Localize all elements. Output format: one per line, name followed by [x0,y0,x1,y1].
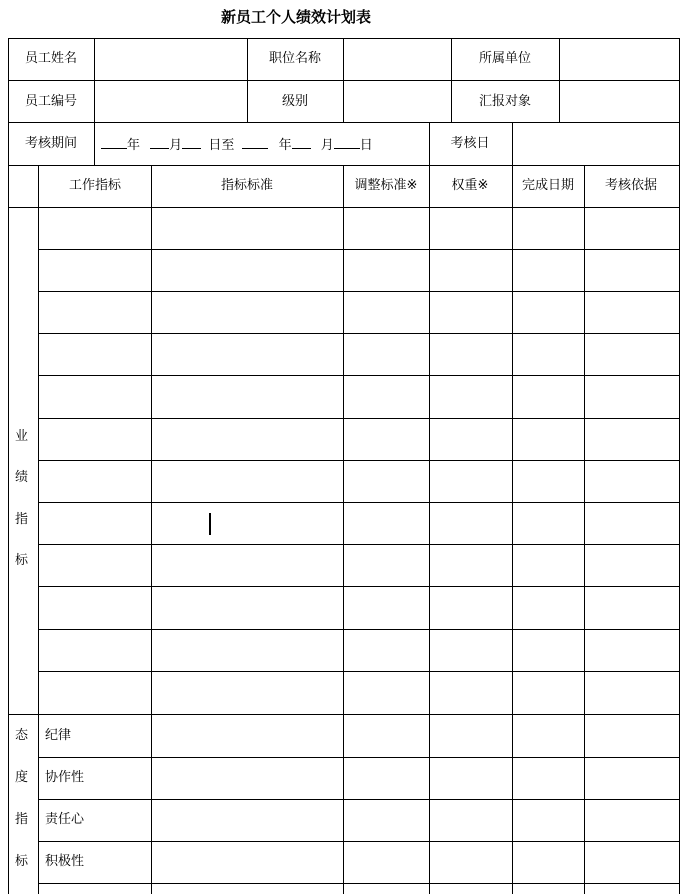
row-divider [38,629,679,630]
performance-section-char: 标 [15,553,29,568]
text-cursor [209,513,211,535]
col-divider [151,165,152,894]
row-divider [38,841,679,842]
col-divider [38,165,39,894]
col-divider [429,165,430,894]
row-divider [38,375,679,376]
employee-id-field[interactable] [95,81,247,122]
performance-section-char: 指 [15,512,29,527]
row-divider [38,757,679,758]
attitude-item: 协作性 [45,770,85,785]
row-divider [38,333,679,334]
table-border-left [8,38,9,894]
header-work-indicator: 工作指标 [68,178,122,193]
attitude-section-char: 标 [15,854,29,869]
row-divider [38,799,679,800]
unit-label: 所属单位 [478,51,532,66]
table-border-right [679,38,680,894]
employee-name-label: 员工姓名 [24,51,78,66]
employee-id-label: 员工编号 [24,94,78,109]
row-divider [38,883,679,884]
performance-section-char: 绩 [15,470,29,485]
col-divider [512,165,513,894]
col-divider [451,38,452,122]
employee-name-field[interactable] [95,39,247,80]
row-divider [38,586,679,587]
row-divider [38,544,679,545]
attitude-item: 纪律 [45,728,72,743]
col-divider [429,122,430,165]
row-divider [38,460,679,461]
row-divider [38,249,679,250]
row-divider [38,502,679,503]
col-divider [343,165,344,894]
year-label: 年 [127,138,141,153]
evaluation-day-field[interactable] [513,123,679,165]
attitude-section-char: 态 [15,728,29,743]
report-to-field[interactable] [560,81,679,122]
position-name-label: 职位名称 [268,51,322,66]
level-label: 级别 [281,94,309,109]
attitude-item: 积极性 [45,854,85,869]
evaluation-period-field[interactable] [101,137,373,152]
attitude-section-char: 指 [15,812,29,827]
day-label: 日 [359,138,373,153]
month-label: 月 [320,138,334,153]
evaluation-day-label: 考核日 [450,136,490,151]
header-weight: 权重※ [451,178,489,193]
day-to-label: 日至 [208,138,235,153]
page-title: 新员工个人绩效计划表 [220,8,371,26]
row-divider [38,671,679,672]
col-divider [247,38,248,122]
header-indicator-standard: 指标标准 [220,178,274,193]
header-completion-date: 完成日期 [521,178,575,193]
position-name-field[interactable] [344,39,451,80]
year-label: 年 [278,138,292,153]
evaluation-period-label: 考核期间 [24,136,78,151]
unit-field[interactable] [560,39,679,80]
row-divider [38,291,679,292]
performance-section-char: 业 [15,429,29,444]
attitude-item: 责任心 [45,812,85,827]
header-basis: 考核依据 [604,178,658,193]
report-to-label: 汇报对象 [478,94,532,109]
col-divider [584,165,585,894]
attitude-section-char: 度 [15,770,29,785]
header-adjusted-standard: 调整标准※ [354,178,418,193]
row-divider [38,418,679,419]
level-field[interactable] [344,81,451,122]
month-label: 月 [169,138,183,153]
